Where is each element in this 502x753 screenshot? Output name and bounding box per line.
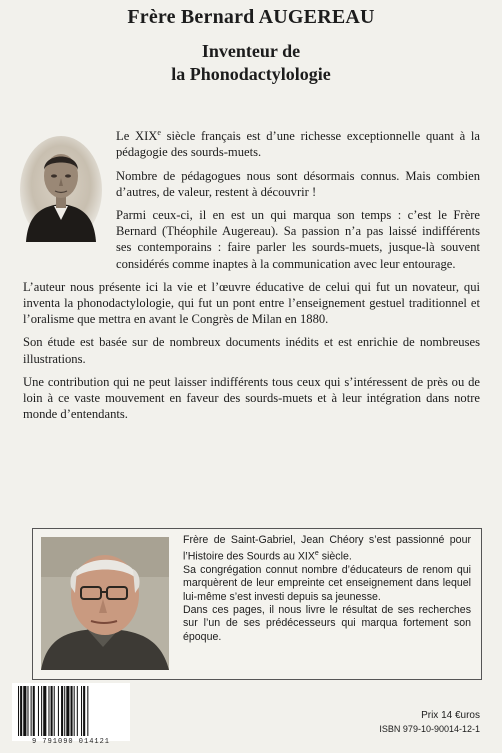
paragraph-3: Parmi ceux-ci, il en est un qui marqua son temps : c’est le Frère Bernard (Théophile Augereau). Sa passion n’a pas laissé indifférents ses contemporains : faire parler les sourds-muets, jusque-là souvent considérés comme inaptes à la communication avec leur entourage.: [116, 208, 480, 271]
barcode-bar: [31, 686, 32, 736]
barcode-number: 9 791090 014121: [31, 738, 110, 746]
barcode-bar: [18, 686, 19, 736]
barcode-bar: [23, 686, 26, 736]
barcode-bar: [54, 686, 55, 736]
barcode-bar: [66, 686, 69, 736]
author-bio-3: Dans ces pages, il nous livre le résultat de ses recherches sur l’un de ses prédécesseurs qui marqua fortement son époque.: [183, 604, 471, 643]
barcode-bar: [38, 686, 39, 736]
barcode-bar: [58, 686, 59, 736]
isbn: ISBN 979-10-90014-12-1: [379, 724, 480, 734]
paragraph-4: L’auteur nous présente ici la vie et l’œuvre éducative de celui qui fut un novateur, qui inventa la phonodactylologie, qui fut un pont entre l’enseignement gestuel traditionnel et l’oralisme que mettra en avant le Congrès de Milan en 1880.: [23, 279, 480, 327]
barcode-bar: [33, 686, 35, 736]
author-bio: [183, 534, 471, 644]
barcode-bar: [20, 686, 22, 736]
barcode-bar: [64, 686, 65, 736]
author-bio-2: Sa congrégation connut nombre d’éducateurs de renom qui marquèrent de leur empreinte cet enseignement dans lequel lui-même s’est investi depuis sa jeunesse.: [183, 564, 471, 603]
barcode-bar: [43, 686, 46, 736]
barcode-bar: [81, 686, 82, 736]
book-subtitle: [0, 40, 502, 86]
subtitle-line-1: Inventeur de: [201, 41, 301, 61]
barcode-bar: [74, 686, 75, 736]
author-bio-1: [183, 534, 471, 564]
price: Prix 14 €uros: [421, 710, 480, 721]
barcode-bar: [48, 686, 49, 736]
barcode-bar: [41, 686, 42, 736]
barcode-bar: [71, 686, 73, 736]
author-box: [32, 528, 482, 680]
author-bio-1-start: Frère de Saint-Gabriel, Jean Chéory s’est passionné pour l’Histoire des Sourds au XIX: [183, 534, 471, 563]
paragraph-1: [116, 125, 480, 161]
century-superscript: e: [157, 128, 161, 137]
author-bio-1-end: siècle.: [318, 550, 352, 563]
barcode-bar: [83, 686, 85, 736]
barcode-bar: [27, 686, 28, 736]
barcode-bar: [87, 686, 88, 736]
back-cover-text: [23, 125, 480, 429]
author-century-superscript: e: [314, 550, 319, 558]
barcode-bar: [77, 686, 78, 736]
subtitle-line-2: la Phonodactylologie: [171, 64, 331, 84]
paragraph-2: Nombre de pédagogues nous sont désormais connus. Mais combien d’autres, de valeur, restent à découvrir !: [116, 168, 480, 199]
barcode-icon: [12, 683, 130, 741]
barcode-bar: [51, 686, 53, 736]
author-photo-icon: [41, 537, 169, 670]
paragraph-6: Une contribution qui ne peut laisser indifférents tous ceux qui s’intéressent de près ou de loin à ce vaste mouvement en faveur des sourds-muets et à leur intégration dans notre monde d’entendants.: [23, 374, 480, 422]
book-title: Frère Bernard AUGEREAU: [127, 6, 375, 28]
barcode-bar: [61, 686, 63, 736]
paragraph-1-start: Le XIX: [116, 129, 158, 144]
portrait-photo-icon: [20, 134, 102, 242]
paragraph-1-end: siècle français est d’une richesse exceptionnelle quant à la pédagogie des sourds-muets.: [116, 129, 480, 160]
paragraph-5: Son étude est basée sur de nombreux documents inédits et est enrichie de nombreuses illustrations.: [23, 335, 480, 366]
